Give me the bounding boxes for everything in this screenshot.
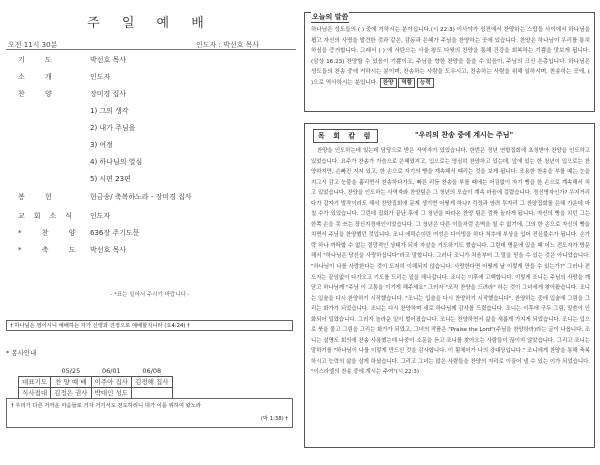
order-item [0, 140, 300, 152]
order-item-value: 3) 여정 [90, 141, 113, 149]
order-item-label: 교회소식 [18, 212, 82, 220]
order-item [0, 106, 300, 118]
today-word-text: 하나님은 성도들의 ( ) 중에 거하시는 분이십니다.(시 22:3) 이사야가 성전에서 찬양하는 스랍들 사이에서 하나님을 뵙고 자신의 사명을 발견한 것과 같은, 감동과 은혜가 주님을 찬양하는 곳에 있습니다. 찬양은 하나님이 우리를 통치하심을 증거합니다. 그래서 ( ) 에 사탄으는 사울 왕도 다윗의 찬양을 통해 건강을 회복하는 기쁨을 맛보게 됩니다.(삼상 16:23) 찬양할 수 있음이 기쁨이고, 주님을 향한 찬양을 들을 수 있음이, 주님의 크신 은총입니다. 하나님은 성도들의 찬송 중에 거하시는 분이며, 찬송하는 사람을 도우시고, 찬송하는 사람을 위해 일하시며, 찬송하는 곳에, ( )으로 역사하시는 분입니다. [311, 27, 590, 86]
order-item [0, 211, 300, 223]
today-word-box [304, 12, 595, 112]
order-item [0, 55, 300, 67]
order-item [0, 72, 300, 84]
order-item-label: * 축 도 [18, 246, 85, 254]
duty-name [132, 388, 172, 399]
order-item [0, 123, 300, 135]
column-body: 찬양을 인도하는데 있는데 담당으로 받은 사역자가 있었습니다. 한번은 정년 연합집회에 초청받아 찬양을 인도하고 있었습니다. 요주가 찬송가 가슴으로 은혜였지고, 입으로는 영심히 찬양하고 있는데, 앞에 있는 한 청년이 입으로는 찬양하지만, 손빠진 지저 있고, 한 손으로 자기의 빵을 계속해서 때리는 것을 보게 됩니다. 조용한 찬송을 부를 때는 눈을 지그시 감고 눈물을 흘리면서 찬송하다가도, 빠른 리듬 찬송을 부를 때에는 어김없이 자기 빵을 한 손으로 계속해서 치고 있었습니다. 찬양을 인도하는 사역자와 찬양팀은 그 청년의 모습이 계속 마음에 걸렸습니다. 정신병자인가? 우지거리다가 갑자기 발작이라도 해서 찬양집회에 문제 생기면 어떻게 하나? 걱정과 염려 투자리 그 찬양집회를 은혜 가운데 마칠 수가 있었습니다. 그런데 집회가 끝난 후에 그 청년을 따라온 찬양 팀은 깜짝 놀라게 됩니다. 자신의 빵을 치던 그는 한쪽 손을 못 쓰는 장신지정애인이었습니다. 그 청년은 다른 이들처럼 손벽을 칠 수 없기에, 그의 한 손으로 자신의 빵을 치면서 주님을 찬양했던 것입니다. 조니 에릭슨이란 여성은 다이빙을 하다 척추에 부상을 입어 전신불수가 됩니다. 손가락 하나 까딱할 수 없는 절망적인 상태가 되자 자살을 기도하기도 했습니다. 그런데 병문에 있을 때 어느 전도자가 방문해서 "하나님은 당신을 사랑하십니다"라고 말합니다. 그러나 조니가 처음부터 그 말을 믿을 수 있는 것은 아니었습니다. "하나님이 나를 사랑한다는 것이 도저히 이해되지 않습니다. 사랑한다면 어떻게 날 이렇게 만들 수 있는가?" 그러나 전도자는 끝임없이 다가오고 기도를 드리는 일을 해나갑니다. 조니는 이후에 고백합니다. 이렇게 조니는 주님의 사랑을 깨닫고 하나님께 "주님 이 고통을 이기게 해주세요" 그러자 "오직 찬양을 드려라" 하는 것이 그녀에게 찾아왔습니다. 조니는 입술을 다시 찬양하기 시작했습니다. "조니는 입술을 다시 찬양하기 시작했습니다". 찬양하는 중에 입술에 그림을 그리는 화가가 되었습니다. 조니는 다시 찬양하며 새로 하나님께 감사를 드렸습니다. 조니는 이후에 구두 그림, 말씀이 인화되어 일었습니다. 그러자 놀라운 일이 벌어졌습니다. 조니는 찬양하면서 삶을 새롭게 가지게 되었습니다. 조니는 입으로 붓을 물고 그림을 그리는 화가가 되었고, 그녀의 작품은 "Praise the Lord"(주님을 찬양하라)라는 글이 나옵니다. 조니는 설명도 회의에 찬송 사용했는데 나중이 소문을 듣고 조니를 찾아오는 사람들이 끊이지 않았습니다. 그리고 조니는 말하기를 "하나님이 나를 이렇게 만드신 것을 감사합니다. 이 휠체어가 나의 강대상입니다." 조니에게 찬양을 통해 축복하시고 능력의 삶을 살게 하셨습니다. 그리고 그녀는 많은 사람들을 찬양의 자리로 이끌어 낼 수 있는 이가 되었습니다. "이스라엘의 찬송 중에 계시는 주여"(시 22:3) [311, 148, 590, 376]
bottom-verse-box [6, 398, 293, 428]
duty-name: 김정은 권사 [51, 388, 91, 399]
duty-name: 이주아 집사 [91, 377, 131, 388]
column-title: "우리의 찬송 중에 계시는 주님" [415, 131, 514, 139]
service-time: 오전 11시 30분 [8, 41, 58, 49]
order-item-value: 1) 그의 생각 [90, 107, 129, 115]
service-leader: 인도자 : 박선호 목사 [196, 41, 260, 49]
duty-date: 05/25 [51, 366, 91, 377]
order-item-label: 봉 헌 [18, 193, 61, 201]
duty-name: 박대인 성도 [91, 388, 131, 399]
order-item [0, 174, 300, 186]
column-label: 목 회 칼 럼 [313, 129, 378, 143]
order-item-value: 박선호 목사 [90, 56, 127, 64]
order-item-label: 소 개 [18, 73, 61, 81]
order-item-value: 헌금송/ 축복하노라 - 장미경 집사 [90, 193, 192, 201]
order-item [0, 245, 300, 257]
order-item-value: 4) 하나님의 열심 [90, 158, 143, 166]
answer-2: 역할 [398, 78, 415, 88]
order-item-label: * 찬 양 [18, 229, 85, 237]
order-item-value: 장미경 집사 [90, 90, 127, 98]
order-item-value: 5) 시편 23편 [90, 175, 131, 183]
order-item-value: 2) 내가 주님을 [90, 124, 136, 132]
duty-role: 대표기도 [19, 377, 51, 388]
duty-name: 김정해 집사 [132, 377, 172, 388]
duty-date: 06/08 [132, 366, 172, 377]
duty-date: 06/01 [91, 366, 131, 377]
order-item [0, 157, 300, 169]
divider [6, 49, 296, 50]
duty-role: 식사접대 [19, 388, 51, 399]
order-item-value: 인도자 [90, 212, 111, 220]
answer-1: 찬양 [380, 78, 397, 88]
order-item-label: 기 도 [18, 56, 61, 64]
bottom-verse-text: † 우리가 다른 거까운 마음들로 거자 거기서도 전도하리니 내가 이를 위하여 왔노라 [11, 403, 202, 409]
pastor-column [304, 123, 595, 448]
bulletin-title: 주 일 예 배 [87, 16, 213, 31]
worship-verse: † 하나님은 영이시니 예배하는 자가 신령과 진정으로 예배할지니라 (요4:24) † [6, 320, 293, 331]
duty-table [18, 366, 173, 399]
stand-note: - *표는 일어서 주시기 바랍니다 - [110, 292, 190, 298]
today-word-body [311, 25, 590, 88]
duty-table-corner [19, 366, 51, 377]
order-item [0, 228, 300, 240]
bottom-verse-ref: (막 1:38) † [260, 416, 288, 422]
order-item-value: 636장 주기도문 [90, 229, 140, 237]
order-item-label: 찬 양 [18, 90, 61, 98]
order-item-value: 인도자 [90, 73, 111, 81]
answer-3: 능력 [417, 78, 434, 88]
duty-name: 찬 양 예 배 [51, 377, 91, 388]
order-item [0, 89, 300, 101]
order-item-value: 박선호 목사 [90, 246, 127, 254]
order-item [0, 192, 300, 204]
service-guide-header: * 봉사안내 [6, 349, 37, 357]
today-word-header: 오늘의 말씀 [312, 13, 349, 21]
